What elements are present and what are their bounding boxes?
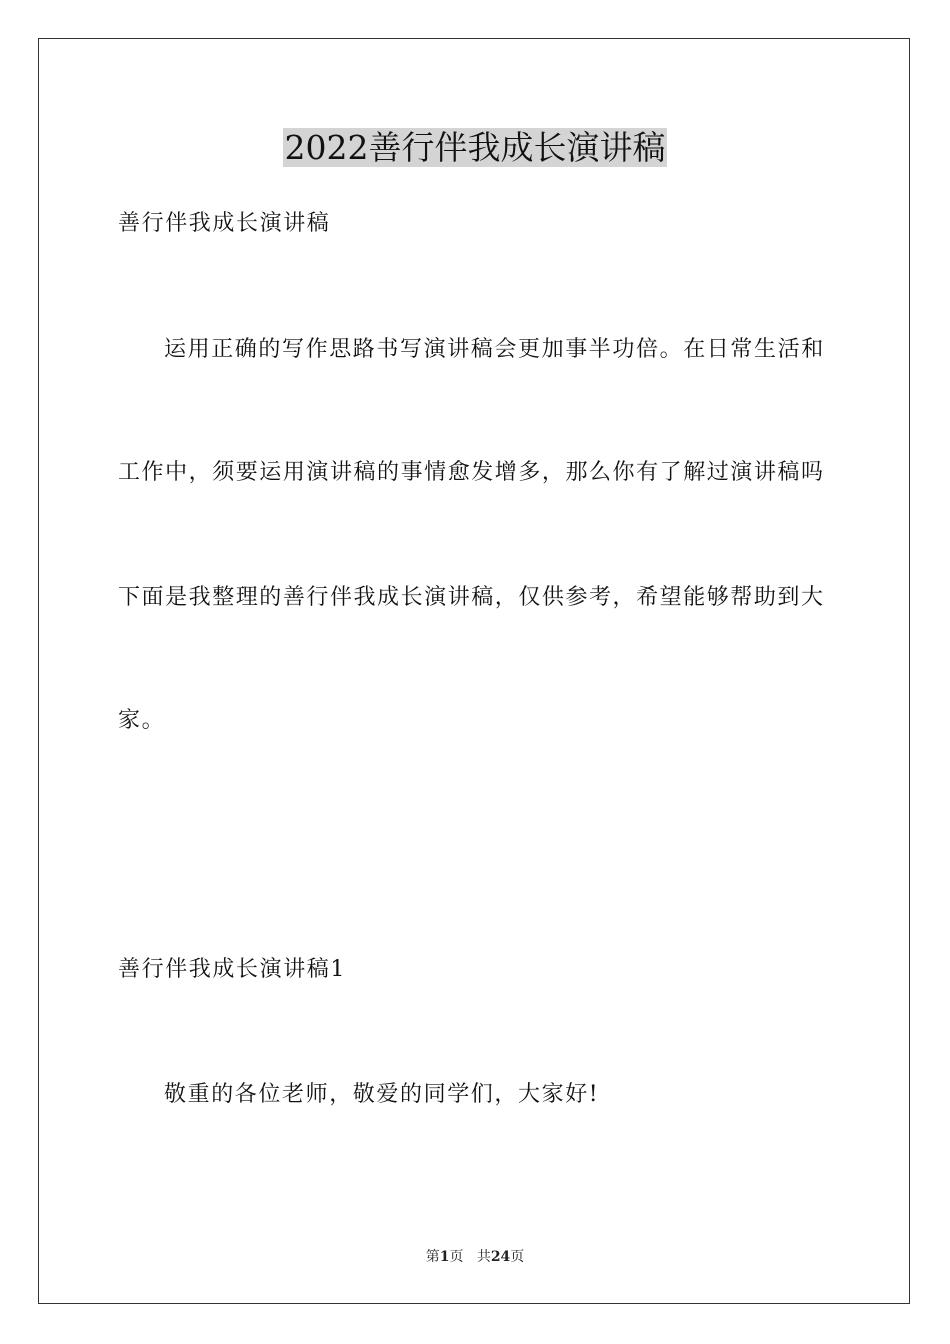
- paragraph-line-2: 工作中，须要运用演讲稿的事情愈发增多，那么你有了解过演讲稿吗: [118, 460, 825, 485]
- section-heading: 善行伴我成长演讲稿1: [118, 957, 346, 982]
- footer-total-pages: 24: [490, 1249, 511, 1265]
- paragraph-line-3: 下面是我整理的善行伴我成长演讲稿，仅供参考，希望能够帮助到大: [118, 585, 825, 610]
- greeting-line: 敬重的各位老师，敬爱的同学们，大家好!: [164, 1082, 600, 1107]
- footer-current-page: 1: [439, 1249, 450, 1265]
- page-footer: [0, 1248, 950, 1266]
- footer-page-unit: 页: [449, 1249, 464, 1265]
- document-title: [0, 126, 950, 170]
- document-title-text: 2022善行伴我成长演讲稿: [284, 128, 666, 167]
- paragraph-line-4: 家。: [118, 708, 166, 733]
- paragraph-line-1: 运用正确的写作思路书写演讲稿会更加事半功倍。在日常生活和: [164, 337, 825, 362]
- footer-prefix: 第: [425, 1249, 440, 1265]
- footer-total-prefix: 共: [476, 1249, 491, 1265]
- footer-total-unit: 页: [510, 1249, 525, 1265]
- document-subtitle: 善行伴我成长演讲稿: [118, 211, 331, 236]
